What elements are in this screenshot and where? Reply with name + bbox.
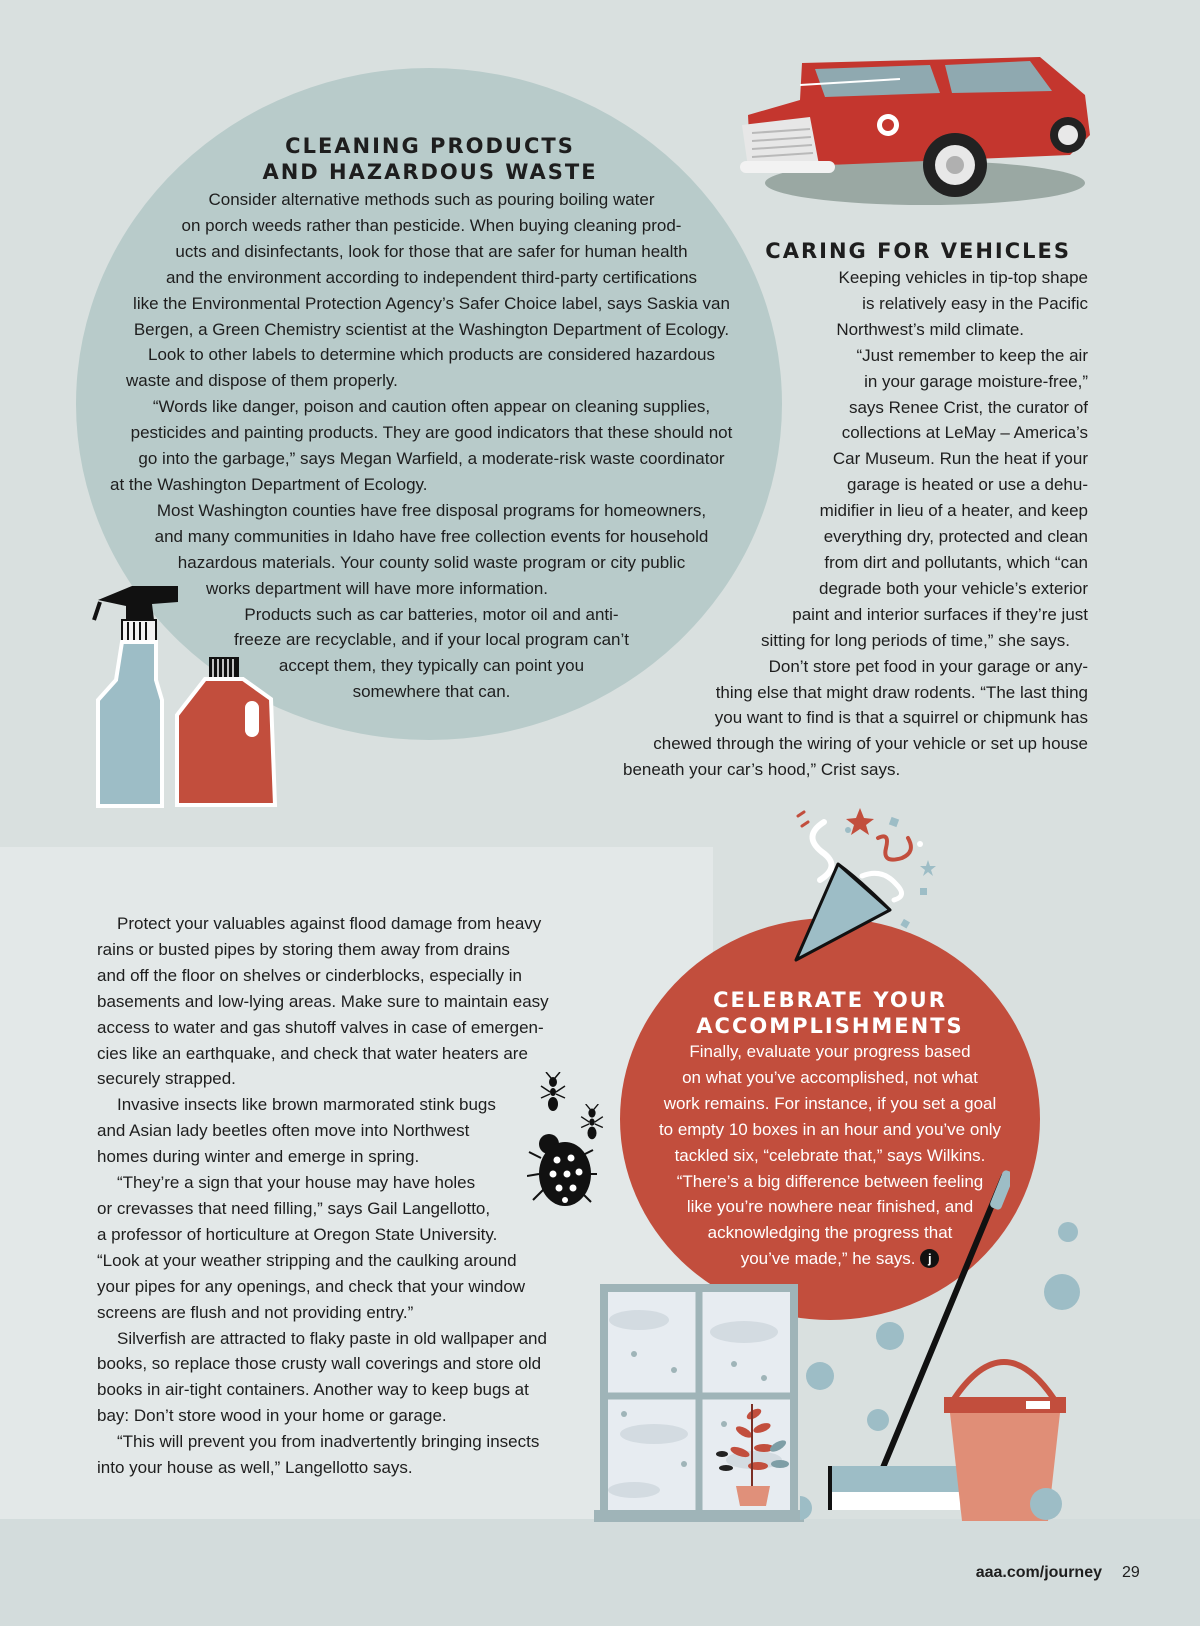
vehicles-line: degrade both your vehicle’s exterior xyxy=(818,578,1088,598)
cleaning-line: like the Environmental Protection Agency’s Safer Choice label, says Saskia van xyxy=(133,293,730,313)
vehicles-line: thing else that might draw rodents. “The last thing xyxy=(715,682,1088,702)
vehicles-line: Don’t store pet food in your garage or any- xyxy=(768,656,1088,676)
celebrate-line: acknowledging the progress that xyxy=(707,1223,953,1243)
cleaning-line: “Words like danger, poison and caution often appear on cleaning supplies, xyxy=(152,397,711,417)
party-horn-icon xyxy=(790,808,950,968)
vehicles-line: from dirt and pollutants, which “can xyxy=(824,552,1088,572)
cleaning-line: at the Washington Department of Ecology. xyxy=(110,474,428,494)
protect-line: “Look at your weather stripping and the caulking around xyxy=(97,1250,517,1270)
cleaning-line: and many communities in Idaho have free collection events for household xyxy=(154,526,709,546)
protect-line: cies like an earthquake, and check that water heaters are xyxy=(97,1043,528,1063)
vehicles-line: “Just remember to keep the air xyxy=(856,345,1088,365)
protect-line: bay: Don’t store wood in your home or garage. xyxy=(97,1406,447,1426)
jug-icon xyxy=(175,655,280,810)
vehicles-line: you want to find is that a squirrel or chipmunk has xyxy=(714,708,1088,728)
cleaning-heading xyxy=(215,133,645,185)
vehicles-line: beneath your car’s hood,” Crist says. xyxy=(623,760,901,780)
vehicles-line: collections at LeMay – America’s xyxy=(841,423,1088,443)
protect-line: or crevasses that need filling,” says Gail Langellotto, xyxy=(97,1198,491,1218)
celebrate-line: on what you’ve accomplished, not what xyxy=(682,1067,978,1087)
cleaning-line: on porch weeds rather than pesticide. When buying cleaning prod- xyxy=(181,215,682,235)
protect-line: access to water and gas shutoff valves in case of emergen- xyxy=(97,1017,544,1037)
vehicles-line: in your garage moisture-free,” xyxy=(864,371,1088,391)
vehicles-line: sitting for long periods of time,” she says. xyxy=(761,630,1070,650)
celebrate-line-last: you’ve made,” he says. xyxy=(740,1249,916,1269)
cleaning-line: and the environment according to independent third-party certifications xyxy=(165,267,698,287)
protect-line: basements and low-lying areas. Make sure to maintain easy xyxy=(97,991,549,1011)
protect-line: rains or busted pipes by storing them away from drains xyxy=(97,939,510,959)
protect-line: your pipes for any openings, and check that your window xyxy=(97,1276,526,1296)
celebrate-line: work remains. For instance, if you set a goal xyxy=(663,1093,997,1113)
cleaning-line: accept them, they typically can point you xyxy=(278,656,585,676)
cleaning-line: Bergen, a Green Chemistry scientist at the Washington Department of Ecology. xyxy=(133,319,730,339)
cleaning-heading-line-1: CLEANING PRODUCTS xyxy=(285,134,575,158)
celebrate-line: tackled six, “celebrate that,” says Wilkins. xyxy=(674,1145,986,1165)
cleaning-line: freeze are recyclable, and if your local program can’t xyxy=(234,630,629,650)
vehicles-line: garage is heated or use a dehu- xyxy=(846,475,1088,495)
page-number: 29 xyxy=(1122,1564,1140,1581)
protect-line: books, so replace those crusty wall coverings and store old xyxy=(97,1354,542,1374)
protect-line: a professor of horticulture at Oregon State University. xyxy=(97,1224,498,1244)
protect-line: into your house as well,” Langellotto says. xyxy=(97,1458,413,1478)
protect-line: screens are flush and not providing entry.” xyxy=(97,1302,414,1322)
cleaning-line: works department will have more information. xyxy=(206,578,549,598)
cleaning-line: Most Washington counties have free disposal programs for homeowners, xyxy=(156,500,707,520)
vehicles-line: says Renee Crist, the curator of xyxy=(848,397,1088,417)
protect-line: books in air-tight containers. Another way to keep bugs at xyxy=(97,1380,529,1400)
cleaning-line: waste and dispose of them properly. xyxy=(126,371,398,391)
celebrate-line: Finally, evaluate your progress based xyxy=(689,1042,971,1061)
end-mark-icon: j xyxy=(920,1249,939,1268)
protect-line: “This will prevent you from inadvertently bringing insects xyxy=(117,1432,540,1452)
vehicles-body xyxy=(560,265,1088,783)
celebrate-heading xyxy=(640,987,1020,1039)
celebrate-heading-line-1: CELEBRATE YOUR xyxy=(713,988,947,1012)
protect-line: and off the floor on shelves or cinderblocks, especially in xyxy=(97,965,522,985)
vehicles-line: is relatively easy in the Pacific xyxy=(862,293,1088,313)
protect-line: and Asian lady beetles often move into Northwest xyxy=(97,1121,470,1141)
cleaning-line: Consider alternative methods such as pouring boiling water xyxy=(208,190,655,209)
cleaning-line: somewhere that can. xyxy=(352,682,511,702)
protect-line: Invasive insects like brown marmorated stink bugs xyxy=(117,1095,496,1115)
cleaning-line: pesticides and painting products. They are good indicators that these should not xyxy=(130,423,733,443)
cleaning-line: Look to other labels to determine which products are considered hazardous xyxy=(147,345,715,365)
vehicles-line: Northwest’s mild climate. xyxy=(836,319,1024,339)
protect-line: homes during winter and emerge in spring. xyxy=(97,1147,420,1167)
bubble-icon xyxy=(800,1220,1080,1520)
vehicles-heading: CARING FOR VEHICLES xyxy=(765,239,1071,263)
protect-line: Silverfish are attracted to flaky paste in old wallpaper and xyxy=(117,1328,547,1348)
vehicles-line: everything dry, protected and clean xyxy=(823,527,1088,547)
celebrate-line: like you’re nowhere near finished, and xyxy=(686,1197,974,1217)
vehicles-line: midifier in lieu of a heater, and keep xyxy=(819,501,1088,521)
cleaning-line: go into the garbage,” says Megan Warfield, a moderate-risk waste coordinator xyxy=(138,449,725,469)
celebrate-line: “There’s a big difference between feeling xyxy=(676,1171,984,1191)
vehicles-line: paint and interior surfaces if they’re just xyxy=(792,604,1088,624)
protect-body xyxy=(97,911,578,1481)
vehicles-line: Keeping vehicles in tip-top shape xyxy=(838,268,1088,287)
protect-line: “They’re a sign that your house may have holes xyxy=(117,1173,476,1193)
cleaning-line: hazardous materials. Your county solid waste program or city public xyxy=(177,552,686,572)
cleaning-heading-line-2: AND HAZARDOUS WASTE xyxy=(262,160,598,184)
vehicles-line: chewed through the wiring of your vehicle or set up house xyxy=(653,734,1088,754)
protect-line: Protect your valuables against flood damage from heavy xyxy=(117,914,542,933)
ladybug-icon xyxy=(527,1128,597,1210)
ant-icon xyxy=(538,1072,568,1114)
cleaning-line: Products such as car batteries, motor oil and anti- xyxy=(244,604,619,624)
footer-url: aaa.com/journey xyxy=(975,1564,1102,1581)
plant-icon xyxy=(708,1394,798,1509)
vehicles-line: Car Museum. Run the heat if your xyxy=(832,449,1088,469)
protect-line: securely strapped. xyxy=(97,1069,236,1089)
celebrate-heading-line-2: ACCOMPLISHMENTS xyxy=(696,1014,964,1038)
cleaning-line: ucts and disinfectants, look for those that are safer for human health xyxy=(175,241,688,261)
celebrate-line: to empty 10 boxes in an hour and you’ve only xyxy=(658,1119,1002,1139)
